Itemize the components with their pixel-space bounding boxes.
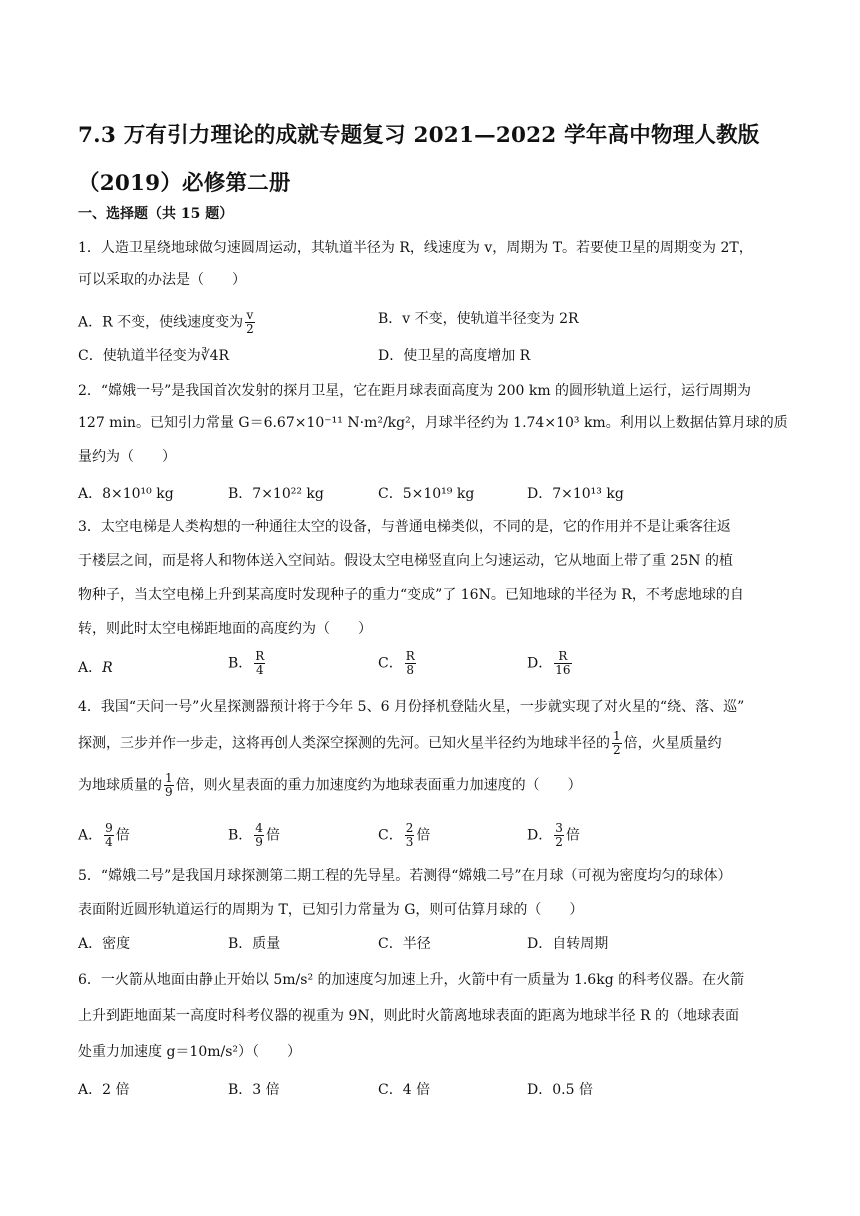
q4-line-2-text: 探测，三步并作一步走，这将再创人类深空探测的先河。已知火星半径约为地球半径的: [78, 735, 610, 752]
q6-option-d: D．0.5 倍: [527, 1082, 593, 1098]
q2-option-d: D．7×10¹³ kg: [527, 486, 624, 502]
denominator: 2: [555, 835, 563, 849]
fraction: [164, 772, 174, 799]
q1-line-1: 1．人造卫星绕地球做匀速圆周运动，其轨道半径为 R，线速度为 v，周期为 T。若要使卫星的周期变为 2T，: [78, 240, 753, 256]
q4-line-2-tail: 倍，火星质量约: [623, 735, 722, 752]
q1-option-b: B．v 不变，使轨道半径变为 2R: [378, 311, 579, 327]
title-line-1: 7.3 万有引力理论的成就专题复习 2021—2022 学年高中物理人教版: [78, 123, 760, 148]
numerator: R: [405, 649, 415, 663]
q6-line-2: 上升到距地面某一高度时科考仪器的视重为 9N，则此时火箭离地球表面的距离为地球半径 R 的（地球表面: [78, 1008, 740, 1024]
q2-option-a: A．8×10¹⁰ kg: [78, 486, 174, 502]
numerator: 3: [555, 821, 563, 835]
q5-line-2: 表面附近圆形轨道运行的周期为 T，已知引力常量为 G，则可估算月球的（ ）: [78, 902, 584, 918]
fraction: [245, 309, 255, 336]
cube-root-expression: ∛4R: [200, 348, 230, 364]
q3-line-1: 3．太空电梯是人类构想的一种通往太空的设备，与普通电梯类似，不同的是，它的作用并不是让乘客往返: [78, 519, 731, 535]
numerator: R: [255, 649, 265, 663]
denominator: 2: [246, 322, 254, 336]
numerator: 1: [165, 771, 173, 785]
denominator: 2: [613, 743, 621, 757]
q5-option-a: A．密度: [78, 936, 131, 952]
q1-option-c-text: C．使轨道半径变为: [78, 348, 201, 364]
q3-option-a: [78, 658, 113, 678]
q4-option-c-label: C．: [378, 827, 403, 844]
q2-line-1: 2．“嫦娥一号”是我国首次发射的探月卫星，它在距月球表面高度为 200 km 的圆形轨道上运行，运行周期为: [78, 383, 752, 399]
denominator: 3: [405, 835, 414, 849]
numerator: v: [246, 308, 254, 322]
q2-option-c: C．5×10¹⁹ kg: [378, 486, 475, 502]
q4-option-b: [228, 822, 280, 849]
fraction: [405, 822, 415, 849]
fraction: [554, 650, 571, 677]
numerator: R: [558, 649, 568, 663]
q3-option-a-label: A．: [78, 660, 103, 676]
denominator: 4: [105, 835, 113, 849]
q4-line-3-text: 为地球质量的: [78, 777, 162, 794]
q2-option-b: B．7×10²² kg: [228, 486, 324, 502]
q4-line-3: [78, 772, 582, 799]
q3-line-3: 物种子，当太空电梯上升到某高度时发现种子的重力“变成”了 16N。已知地球的半径为 R，不考虑地球的自: [78, 587, 744, 603]
numerator: 9: [105, 821, 113, 835]
q2-line-3: 量约为（ ）: [78, 449, 176, 465]
q6-option-b: B．3 倍: [228, 1082, 280, 1098]
fraction: [104, 822, 114, 849]
unit: 倍: [115, 827, 130, 844]
q4-option-c: [378, 822, 430, 849]
q4-option-b-label: B．: [228, 827, 253, 844]
q3-option-d: [527, 650, 574, 677]
denominator: 4: [256, 663, 264, 677]
numerator: 1: [613, 729, 621, 743]
q1-option-a: [78, 309, 257, 336]
q4-option-d-label: D．: [527, 827, 553, 844]
denominator: 8: [406, 663, 415, 677]
q5-option-c: C．半径: [378, 936, 431, 952]
title-line-2: （2019）必修第二册: [78, 171, 291, 196]
q2-line-2: 127 min。已知引力常量 G＝6.67×10⁻¹¹ N·m²/kg²，月球半径约为 1.74×10³ km。利用以上数据估算月球的质: [78, 415, 788, 431]
denominator: 9: [165, 785, 173, 799]
document-title: [78, 112, 798, 208]
q5-option-d: D．自转周期: [527, 936, 609, 952]
q3-option-b: [228, 650, 267, 677]
fraction: [554, 822, 564, 849]
q5-line-1: 5．“嫦娥二号”是我国月球探测第二期工程的先导星。若测得“嫦娥二号”在月球（可视为密度均匀的球体）: [78, 868, 732, 884]
q3-option-c-label: C．: [378, 655, 403, 672]
q3-option-d-label: D．: [527, 655, 553, 672]
q6-line-3: 处重力加速度 g＝10m/s²）（ ）: [78, 1044, 302, 1060]
q3-line-2: 于楼层之间，而是将人和物体送入空间站。假设太空电梯竖直向上匀速运动，它从地面上带了重 25N 的植: [78, 553, 733, 569]
q1-option-c: [78, 346, 229, 366]
section-heading: 一、选择题（共 15 题）: [78, 206, 234, 222]
q6-option-a: A．2 倍: [78, 1082, 130, 1098]
denominator: 16: [555, 663, 571, 677]
q3-option-b-label: B．: [228, 655, 253, 672]
unit: 倍: [565, 827, 580, 844]
q4-line-2: [78, 730, 722, 757]
q4-option-a-label: A．: [78, 827, 103, 844]
q4-line-3-tail: 倍，则火星表面的重力加速度约为地球表面重力加速度的（ ）: [175, 777, 582, 794]
fraction: [254, 822, 264, 849]
unit: 倍: [265, 827, 280, 844]
q6-option-c: C．4 倍: [378, 1082, 431, 1098]
numerator: 2: [405, 821, 414, 835]
q1-line-2: 可以采取的办法是（ ）: [78, 272, 246, 288]
q4-option-a: [78, 822, 130, 849]
fraction: [254, 650, 265, 677]
q1-option-d: D．使卫星的高度增加 R: [378, 348, 531, 364]
q1-option-a-text: A．R 不变，使线速度变为: [78, 314, 244, 331]
denominator: 9: [255, 835, 263, 849]
q5-option-b: B．质量: [228, 936, 281, 952]
q3-option-a-value: R: [102, 660, 113, 676]
unit: 倍: [416, 827, 431, 844]
q3-option-c: [378, 650, 418, 677]
q4-option-d: [527, 822, 580, 849]
numerator: 4: [255, 821, 263, 835]
q4-line-1: 4．我国“天问一号”火星探测器预计将于今年 5、6 月份择机登陆火星，一步就实现了对火星的“绕、落、巡”: [78, 699, 745, 715]
fraction: [405, 650, 416, 677]
q3-line-4: 转，则此时太空电梯距地面的高度约为（ ）: [78, 621, 372, 637]
fraction: [612, 730, 622, 757]
q6-line-1: 6．一火箭从地面由静止开始以 5m/s² 的加速度匀加速上升，火箭中有一质量为 1.6kg 的科考仪器。在火箭: [78, 972, 745, 988]
